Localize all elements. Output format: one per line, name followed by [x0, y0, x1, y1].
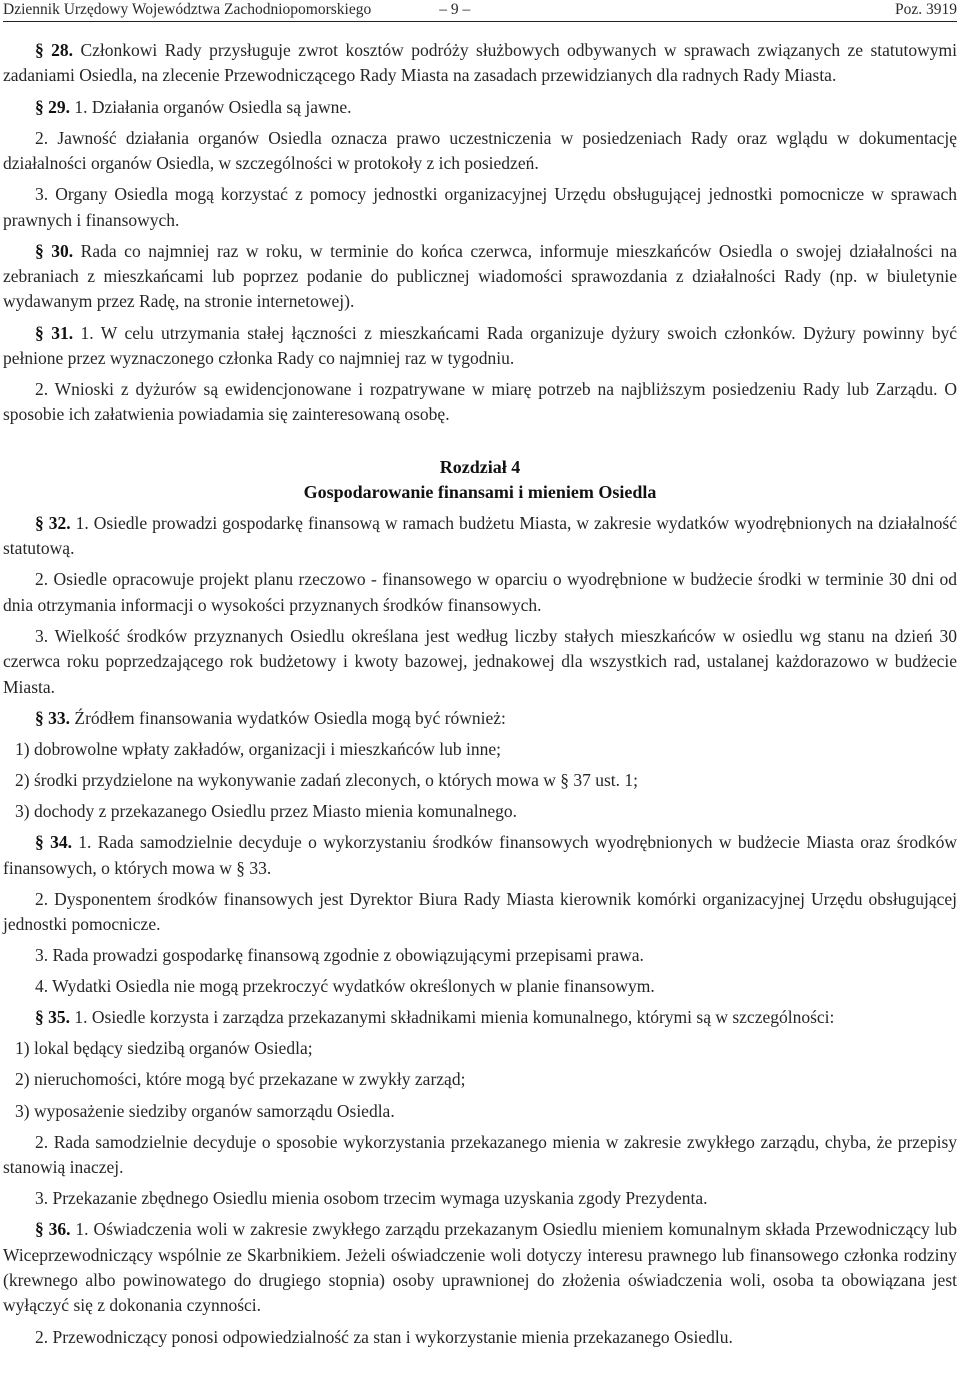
paragraph-32-point-3: 3. Wielkość środków przyznanych Osiedlu określana jest według liczby stałych mieszkańców w osiedlu wg stanu na dzień 30 czerwca roku poprzedzającego rok budżetowy i kwoty bazowej, jednakowej dla wszystkich rad, ustalanej każdorazowo w budżecie Miasta. [3, 625, 957, 697]
paragraph-32: § 32. 1. Osiedle prowadzi gospodarkę finansową w ramach budżetu Miasta, w zakresie wydatków wyodrębnionych na działalność statutową. [3, 512, 958, 559]
paragraph-31-point-2: 2. Wnioski z dyżurów są ewidencjonowane i rozpatrywane w miarę potrzeb na najbliższym posiedzeniu Rady lub Zarządu. O sposobie ich załatwienia powiadamia się zainteresowaną osobę. [3, 379, 957, 425]
paragraph-35: § 35. 1. Osiedle korzysta i zarządza przekazanymi składnikami mienia komunalnego, którymi są w szczególności: [35, 1007, 835, 1028]
header-rule [3, 21, 957, 22]
paragraph-33-item-1: 1) dobrowolne wpłaty zakładów, organizacji i mieszkańców lub inne; [15, 738, 501, 759]
paragraph-28: § 28. Członkowi Rady przysługuje zwrot kosztów podróży służbowych odbywanych w sprawach związanych ze statutowymi zadaniami Osiedla, na zlecenie Przewodniczącego Rady Miasta na zasadach przewidzianych dla radnych Rady Miasta. [3, 40, 957, 86]
chapter-title: Rozdział 4 [439, 456, 521, 477]
paragraph-34-point-4: 4. Wydatki Osiedla nie mogą przekroczyć wydatków określonych w planie finansowym. [35, 976, 655, 997]
paragraph-31: § 31. 1. W celu utrzymania stałej łączności z mieszkańcami Rada organizuje dyżury swoich członków. Dyżury powinny być pełnione przez wyznaczonego członka Rady co najmniej raz w tygodniu. [3, 322, 957, 368]
page-header [3, 0, 957, 20]
paragraph-35-item-3: 3) wyposażenie siedziby organów samorządu Osiedla. [15, 1100, 395, 1121]
page-number: – 9 – [439, 1, 471, 18]
paragraph-35-item-2: 2) nieruchomości, które mogą być przekazane w zwykły zarząd; [15, 1069, 466, 1090]
paragraph-34-point-2: 2. Dysponentem środków finansowych jest Dyrektor Biura Rady Miasta kierownik komórki organizacyjnej Urzędu obsługującej jednostki pomocnicze. [3, 888, 957, 934]
paragraph-33: § 33. Źródłem finansowania wydatków Osiedla mogą być również: [35, 707, 506, 728]
paragraph-36: § 36. 1. Oświadczenia woli w zakresie zwykłego zarządu przekazanym Osiedlu mieniem komunalnym składa Przewodniczący lub Wiceprzewodniczący wspólnie ze Skarbnikiem. Jeżeli oświadczenie woli dotyczy interesu prawnego lub finansowego członka rodziny (krewnego albo powinowatego do drugiego stopnia) osoby uprawnionej do złożenia oświadczenia woli, osoba ta obowiązana jest wyłączyć się z dokonania czynności. [3, 1219, 957, 1316]
document-page [3, 0, 957, 1350]
paragraph-36-point-2: 2. Przewodniczący ponosi odpowiedzialność za stan i wykorzystanie mienia przekazanego Osiedlu. [35, 1326, 733, 1347]
paragraph-32-point-2: 2. Osiedle opracowuje projekt planu rzeczowo - finansowego w oparciu o wyodrębnione w budżecie środki w terminie 30 dni od dnia otrzymania informacji o wysokości przyznanych środków finansowych. [3, 569, 957, 615]
paragraph-34: § 34. 1. Rada samodzielnie decyduje o wykorzystaniu środków finansowych wyodrębnionych w budżecie Miasta oraz środków finansowych, o których mowa w § 33. [3, 832, 957, 878]
paragraph-35-point-3: 3. Przekazanie zbędnego Osiedlu mienia osobom trzecim wymaga uzyskania zgody Prezydenta. [35, 1188, 708, 1209]
paragraph-30: § 30. Rada co najmniej raz w roku, w terminie do końca czerwca, informuje mieszkańców Osiedla o swojej działalności na zebraniach z mieszkańcami lub poprzez podanie do publicznej wiadomości sprawozdania z działalności Rady (np. w biuletynie wydawanym przez Radę, na stronie internetowej). [3, 240, 957, 312]
paragraph-33-item-2: 2) środki przydzielone na wykonywanie zadań zleconych, o których mowa w § 37 ust. 1; [15, 769, 639, 790]
position-number: Poz. 3919 [895, 1, 957, 18]
paragraph-29-point-2: 2. Jawność działania organów Osiedla oznacza prawo uczestniczenia w posiedzeniach Rady oraz wglądu w dokumentację działalności organów Osiedla, w szczególności w protokoły z ich posiedzeń. [3, 127, 957, 173]
chapter-subtitle: Gospodarowanie finansami i mieniem Osiedla [303, 481, 657, 502]
chapter-heading [3, 455, 957, 505]
document-body [3, 38, 957, 1350]
paragraph-29: § 29. 1. Działania organów Osiedla są jawne. [35, 96, 352, 117]
paragraph-35-item-1: 1) lokal będący siedzibą organów Osiedla; [15, 1038, 313, 1059]
paragraph-34-point-3: 3. Rada prowadzi gospodarkę finansową zgodnie z obowiązującymi przepisami prawa. [35, 945, 644, 966]
paragraph-33-item-3: 3) dochody z przekazanego Osiedlu przez Miasto mienia komunalnego. [15, 801, 517, 821]
paragraph-29-point-3: 3. Organy Osiedla mogą korzystać z pomocy jednostki organizacyjnej Urzędu obsługującej jednostki pomocnicze w sprawach prawnych i finansowych. [3, 184, 957, 230]
paragraph-35-point-2: 2. Rada samodzielnie decyduje o sposobie wykorzystania przekazanego mienia w zakresie zwykłego zarządu, chyba, że przepisy stanowią inaczej. [3, 1131, 957, 1178]
journal-title: Dziennik Urzędowy Województwa Zachodniopomorskiego [3, 1, 372, 18]
